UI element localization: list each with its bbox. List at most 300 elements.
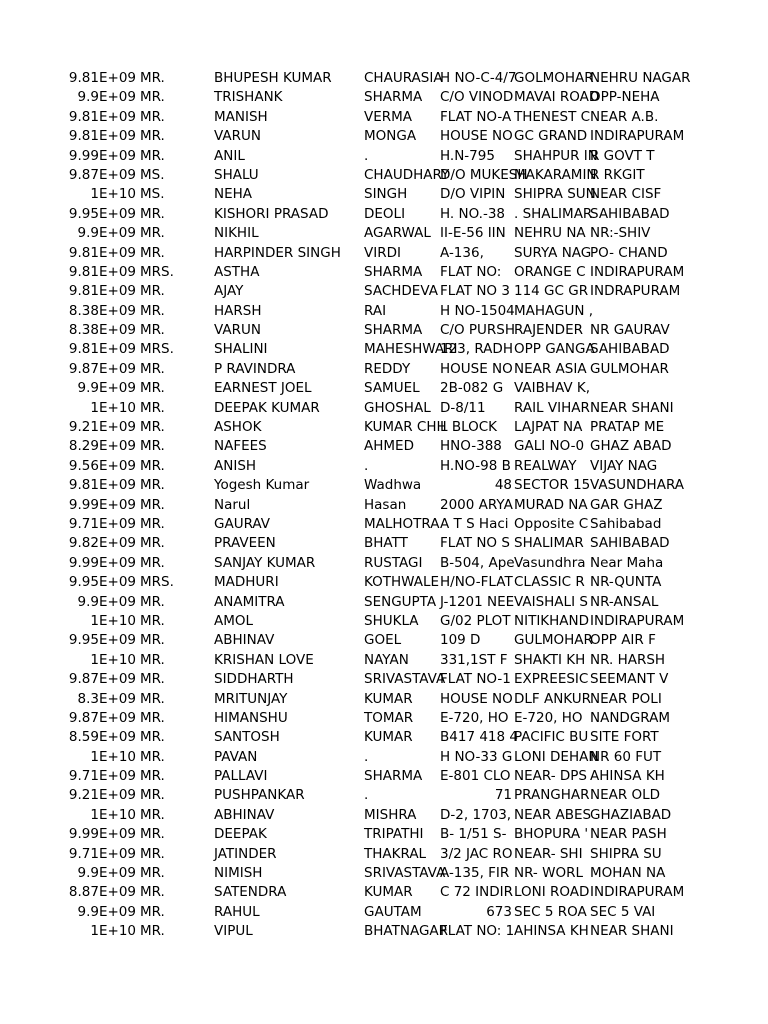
address-line1-cell[interactable]: D/O VIPIN bbox=[440, 186, 506, 203]
address-line3-cell[interactable]: NR 60 FUT bbox=[590, 748, 662, 765]
address-line3-cell[interactable]: INDRAPURAM bbox=[590, 283, 681, 300]
first-name-cell[interactable]: AMOL bbox=[214, 612, 254, 629]
title-cell[interactable]: MR. bbox=[140, 903, 165, 920]
title-cell[interactable]: MR. bbox=[140, 438, 165, 455]
address-line1-cell[interactable]: C 72 INDIR bbox=[440, 884, 514, 901]
phone-cell[interactable]: 9.9E+09 bbox=[77, 89, 136, 106]
phone-cell[interactable]: 9.95E+09 bbox=[68, 574, 136, 591]
last-name-cell[interactable]: SENGUPTA bbox=[364, 593, 437, 610]
phone-cell[interactable]: 9.81E+09 bbox=[68, 108, 136, 125]
last-name-cell[interactable]: . bbox=[364, 748, 369, 765]
first-name-cell[interactable]: SHALINI bbox=[214, 341, 268, 358]
address-line2-cell[interactable]: LONI ROAD bbox=[514, 884, 590, 901]
phone-cell[interactable]: 9.99E+09 bbox=[68, 554, 136, 571]
first-name-cell[interactable]: KISHORI PRASAD bbox=[214, 205, 329, 222]
phone-cell[interactable]: 1E+10 bbox=[90, 923, 136, 940]
address-line3-cell[interactable]: NR-ANSAL bbox=[590, 593, 659, 610]
address-line2-cell[interactable]: DLF ANKUR bbox=[514, 690, 592, 707]
first-name-cell[interactable]: HIMANSHU bbox=[214, 709, 288, 726]
address-line3-cell[interactable]: INDIRAPURAM bbox=[590, 263, 685, 280]
last-name-cell[interactable]: GHOSHAL bbox=[364, 399, 431, 416]
title-cell[interactable]: MR. bbox=[140, 457, 165, 474]
first-name-cell[interactable]: HARSH bbox=[214, 302, 262, 319]
address-line1-cell[interactable]: HOUSE NO bbox=[440, 360, 513, 377]
title-cell[interactable]: MR. bbox=[140, 419, 165, 436]
address-line1-cell[interactable]: 673 bbox=[486, 903, 512, 920]
address-line1-cell[interactable]: H/NO-FLAT bbox=[440, 574, 513, 591]
first-name-cell[interactable]: DEEPAK KUMAR bbox=[214, 399, 320, 416]
address-line2-cell[interactable]: BHOPURA ' bbox=[514, 826, 589, 843]
address-line1-cell[interactable]: A T S Haci bbox=[440, 515, 509, 532]
phone-cell[interactable]: 9.99E+09 bbox=[68, 826, 136, 843]
address-line3-cell[interactable]: NR. HARSH bbox=[590, 651, 666, 668]
phone-cell[interactable]: 1E+10 bbox=[90, 651, 136, 668]
address-line1-cell[interactable]: 2B-082 G bbox=[440, 380, 504, 397]
last-name-cell[interactable]: THAKRAL bbox=[364, 845, 427, 862]
title-cell[interactable]: MR. bbox=[140, 806, 165, 823]
last-name-cell[interactable]: MISHRA bbox=[364, 806, 417, 823]
first-name-cell[interactable]: ANISH bbox=[214, 457, 257, 474]
address-line2-cell[interactable]: SHIPRA SUN bbox=[514, 186, 596, 203]
last-name-cell[interactable]: TOMAR bbox=[364, 709, 414, 726]
address-line1-cell[interactable]: H NO-C-4/7 bbox=[440, 70, 517, 86]
address-line2-cell[interactable]: GC GRAND bbox=[514, 128, 588, 145]
address-line3-cell[interactable]: NEAR A.B. bbox=[590, 108, 659, 125]
address-line2-cell[interactable]: NEHRU NA bbox=[514, 225, 586, 242]
first-name-cell[interactable]: ABHINAV bbox=[214, 632, 275, 649]
address-line1-cell[interactable]: FLAT NO-1 bbox=[440, 671, 511, 688]
address-line1-cell[interactable]: A-136, bbox=[440, 244, 484, 261]
phone-cell[interactable]: 1E+10 bbox=[90, 399, 136, 416]
address-line2-cell[interactable]: NEAR- DPS bbox=[514, 768, 587, 785]
title-cell[interactable]: MR. bbox=[140, 128, 165, 145]
address-line3-cell[interactable]: R RKGIT bbox=[590, 166, 645, 183]
phone-cell[interactable]: 9.81E+09 bbox=[68, 477, 136, 494]
title-cell[interactable]: MR. bbox=[140, 496, 165, 513]
first-name-cell[interactable]: ABHINAV bbox=[214, 806, 275, 823]
last-name-cell[interactable]: SRIVASTAVA bbox=[364, 865, 446, 882]
title-cell[interactable]: MR. bbox=[140, 108, 165, 125]
title-cell[interactable]: MR. bbox=[140, 477, 165, 494]
last-name-cell[interactable]: SHARMA bbox=[364, 263, 423, 280]
last-name-cell[interactable]: SHARMA bbox=[364, 89, 423, 106]
first-name-cell[interactable]: PRAVEEN bbox=[214, 535, 276, 552]
phone-cell[interactable]: 8.29E+09 bbox=[68, 438, 136, 455]
address-line3-cell[interactable]: SAHIBABAD bbox=[590, 535, 670, 552]
phone-cell[interactable]: 9.81E+09 bbox=[68, 128, 136, 145]
phone-cell[interactable]: 9.56E+09 bbox=[68, 457, 136, 474]
address-line2-cell[interactable]: MURAD NA bbox=[514, 496, 588, 513]
address-line2-cell[interactable]: LONI DEHAN bbox=[514, 748, 599, 765]
address-line2-cell[interactable]: AHINSA KH bbox=[514, 923, 589, 940]
last-name-cell[interactable]: CHAUDHARY bbox=[364, 166, 450, 183]
last-name-cell[interactable]: SHARMA bbox=[364, 768, 423, 785]
address-line1-cell[interactable]: HNO-388 bbox=[440, 438, 502, 455]
address-line1-cell[interactable]: FLAT NO 3 bbox=[440, 283, 510, 300]
last-name-cell[interactable]: TRIPATHI bbox=[364, 826, 424, 843]
first-name-cell[interactable]: VARUN bbox=[214, 128, 261, 145]
address-line3-cell[interactable]: NANDGRAM bbox=[590, 709, 671, 726]
address-line3-cell[interactable]: NEHRU NAGAR bbox=[590, 70, 691, 86]
title-cell[interactable]: MR. bbox=[140, 515, 165, 532]
address-line3-cell[interactable]: NEAR SHANI bbox=[590, 399, 674, 416]
address-line1-cell[interactable]: HOUSE NO bbox=[440, 128, 513, 145]
address-line3-cell[interactable]: PO- CHAND bbox=[590, 244, 668, 261]
first-name-cell[interactable]: NAFEES bbox=[214, 438, 267, 455]
address-line1-cell[interactable]: FLAT NO-A bbox=[440, 108, 512, 125]
last-name-cell[interactable]: KUMAR bbox=[364, 884, 413, 901]
title-cell[interactable]: MR. bbox=[140, 302, 165, 319]
address-line2-cell[interactable]: CLASSIC R bbox=[514, 574, 585, 591]
address-line3-cell[interactable]: GAR GHAZ bbox=[590, 496, 663, 513]
title-cell[interactable]: MRS. bbox=[140, 263, 174, 280]
title-cell[interactable]: MR. bbox=[140, 612, 165, 629]
address-line3-cell[interactable]: MOHAN NA bbox=[590, 865, 666, 882]
last-name-cell[interactable]: SHARMA bbox=[364, 322, 423, 339]
phone-cell[interactable]: 8.38E+09 bbox=[68, 322, 136, 339]
last-name-cell[interactable]: CHAURASIA bbox=[364, 70, 443, 86]
title-cell[interactable]: MR. bbox=[140, 535, 165, 552]
first-name-cell[interactable]: SIDDHARTH bbox=[214, 671, 294, 688]
phone-cell[interactable]: 9.87E+09 bbox=[68, 360, 136, 377]
last-name-cell[interactable]: KUMAR CHH bbox=[364, 419, 447, 436]
title-cell[interactable]: MR. bbox=[140, 70, 165, 86]
address-line2-cell[interactable]: NITIKHAND bbox=[514, 612, 590, 629]
address-line2-cell[interactable]: REALWAY bbox=[514, 457, 577, 474]
first-name-cell[interactable]: TRISHANK bbox=[214, 89, 283, 106]
address-line1-cell[interactable]: 331,1ST F bbox=[440, 651, 508, 668]
last-name-cell[interactable]: SHUKLA bbox=[364, 612, 419, 629]
last-name-cell[interactable]: BHATNAGAR bbox=[364, 923, 449, 940]
first-name-cell[interactable]: JATINDER bbox=[214, 845, 277, 862]
phone-cell[interactable]: 9.81E+09 bbox=[68, 263, 136, 280]
address-line1-cell[interactable]: B- 1/51 S- bbox=[440, 826, 507, 843]
phone-cell[interactable]: 9.87E+09 bbox=[68, 671, 136, 688]
address-line2-cell[interactable]: NEAR ABES bbox=[514, 806, 592, 823]
title-cell[interactable]: MR. bbox=[140, 884, 165, 901]
title-cell[interactable]: MR. bbox=[140, 380, 165, 397]
address-line3-cell[interactable]: SEEMANT V bbox=[590, 671, 669, 688]
last-name-cell[interactable]: VERMA bbox=[364, 108, 413, 125]
address-line3-cell[interactable]: INDIRAPURAM bbox=[590, 612, 685, 629]
address-line2-cell[interactable]: Opposite C bbox=[514, 515, 589, 532]
address-line3-cell[interactable]: SITE FORT bbox=[590, 729, 659, 746]
phone-cell[interactable]: 9.9E+09 bbox=[77, 903, 136, 920]
first-name-cell[interactable]: SANTOSH bbox=[214, 729, 280, 746]
first-name-cell[interactable]: PAVAN bbox=[214, 748, 258, 765]
last-name-cell[interactable]: GOEL bbox=[364, 632, 402, 649]
title-cell[interactable]: MR. bbox=[140, 283, 165, 300]
last-name-cell[interactable]: Hasan bbox=[364, 496, 407, 513]
address-line1-cell[interactable]: C/O VINOD bbox=[440, 89, 514, 106]
address-line2-cell[interactable]: SEC 5 ROA bbox=[514, 903, 587, 920]
title-cell[interactable]: MR. bbox=[140, 651, 165, 668]
first-name-cell[interactable]: KRISHAN LOVE bbox=[214, 651, 314, 668]
address-line3-cell[interactable]: SHIPRA SU bbox=[590, 845, 662, 862]
first-name-cell[interactable]: SATENDRA bbox=[214, 884, 287, 901]
address-line2-cell[interactable]: SHAKTI KH bbox=[514, 651, 586, 668]
title-cell[interactable]: MR. bbox=[140, 593, 165, 610]
last-name-cell[interactable]: MONGA bbox=[364, 128, 417, 145]
address-line1-cell[interactable]: L BLOCK bbox=[440, 419, 498, 436]
address-line1-cell[interactable]: C/O PURSH bbox=[440, 322, 516, 339]
phone-cell[interactable]: 9.99E+09 bbox=[68, 496, 136, 513]
address-line1-cell[interactable]: 2000 ARYA bbox=[440, 496, 513, 513]
phone-cell[interactable]: 1E+10 bbox=[90, 612, 136, 629]
phone-cell[interactable]: 9.21E+09 bbox=[68, 787, 136, 804]
address-line1-cell[interactable]: FLAT NO S bbox=[440, 535, 510, 552]
first-name-cell[interactable]: HARPINDER SINGH bbox=[214, 244, 341, 261]
last-name-cell[interactable]: KOTHWALE bbox=[364, 574, 440, 591]
address-line2-cell[interactable]: GALI NO-0 bbox=[514, 438, 585, 455]
last-name-cell[interactable]: . bbox=[364, 147, 369, 164]
title-cell[interactable]: MR. bbox=[140, 632, 165, 649]
title-cell[interactable]: MR. bbox=[140, 768, 165, 785]
title-cell[interactable]: MRS. bbox=[140, 574, 174, 591]
address-line3-cell[interactable] bbox=[590, 302, 663, 321]
address-line2-cell[interactable]: SHALIMAR bbox=[514, 535, 584, 552]
address-line3-cell[interactable]: VASUNDHARA bbox=[590, 477, 685, 494]
address-line1-cell[interactable]: II-E-56 IIN bbox=[440, 225, 506, 242]
address-line3-cell[interactable]: SEC 5 VAI bbox=[590, 903, 656, 920]
phone-cell[interactable]: 9.21E+09 bbox=[68, 419, 136, 436]
address-line1-cell[interactable]: H NO-33 G bbox=[440, 748, 513, 765]
address-line3-cell[interactable]: GULMOHAR bbox=[590, 360, 669, 377]
title-cell[interactable]: MR. bbox=[140, 399, 165, 416]
phone-cell[interactable]: 9.87E+09 bbox=[68, 166, 136, 183]
phone-cell[interactable]: 9.9E+09 bbox=[77, 380, 136, 397]
first-name-cell[interactable]: PALLAVI bbox=[214, 768, 268, 785]
title-cell[interactable]: MR. bbox=[140, 89, 165, 106]
first-name-cell[interactable]: ANIL bbox=[214, 147, 245, 164]
last-name-cell[interactable]: Wadhwa bbox=[364, 477, 422, 494]
address-line3-cell[interactable]: NR-QUNTA bbox=[590, 574, 662, 591]
phone-cell[interactable]: 9.9E+09 bbox=[77, 593, 136, 610]
title-cell[interactable]: MR. bbox=[140, 554, 165, 571]
phone-cell[interactable]: 8.38E+09 bbox=[68, 302, 136, 319]
last-name-cell[interactable]: VIRDI bbox=[364, 244, 401, 261]
address-line1-cell[interactable]: FLAT NO: bbox=[440, 263, 502, 280]
first-name-cell[interactable]: BHUPESH KUMAR bbox=[214, 70, 332, 86]
first-name-cell[interactable]: P RAVINDRA bbox=[214, 360, 296, 377]
address-line1-cell[interactable]: FLAT NO: 1 bbox=[440, 923, 515, 940]
address-line1-cell[interactable]: 109 D bbox=[440, 632, 481, 649]
address-line2-cell[interactable]: RAJENDER bbox=[514, 322, 583, 339]
first-name-cell[interactable]: GAURAV bbox=[214, 515, 271, 532]
address-line1-cell[interactable]: E-801 CLO bbox=[440, 768, 511, 785]
last-name-cell[interactable]: MAHESHWARI bbox=[364, 341, 458, 358]
address-line2-cell[interactable]: THENEST C bbox=[514, 108, 591, 125]
address-line2-cell[interactable]: . SHALIMAR bbox=[514, 205, 593, 222]
title-cell[interactable]: MS. bbox=[140, 166, 165, 183]
address-line1-cell[interactable]: H.N-795 bbox=[440, 147, 495, 164]
address-line2-cell[interactable]: 114 GC GR bbox=[514, 283, 589, 300]
first-name-cell[interactable]: VARUN bbox=[214, 322, 261, 339]
phone-cell[interactable]: 9.95E+09 bbox=[68, 632, 136, 649]
address-line3-cell[interactable]: SAHIBABAD bbox=[590, 205, 670, 222]
phone-cell[interactable]: 9.9E+09 bbox=[77, 865, 136, 882]
phone-cell[interactable]: 9.81E+09 bbox=[68, 70, 136, 86]
first-name-cell[interactable]: MRITUNJAY bbox=[214, 690, 288, 707]
last-name-cell[interactable]: MALHOTRA bbox=[364, 515, 440, 532]
address-line2-cell[interactable]: GULMOHAR bbox=[514, 632, 593, 649]
address-line3-cell[interactable]: NEAR SHANI bbox=[590, 923, 674, 940]
phone-cell[interactable]: 9.71E+09 bbox=[68, 515, 136, 532]
address-line1-cell[interactable]: A-135, FIR bbox=[440, 865, 510, 882]
phone-cell[interactable]: 9.99E+09 bbox=[68, 147, 136, 164]
title-cell[interactable]: MR. bbox=[140, 787, 165, 804]
first-name-cell[interactable]: Yogesh Kumar bbox=[214, 477, 310, 494]
title-cell[interactable]: MR. bbox=[140, 845, 165, 862]
address-line3-cell[interactable]: INDIRAPURAM bbox=[590, 884, 685, 901]
address-line2-cell[interactable]: MAVAI ROAD bbox=[514, 89, 600, 106]
address-line2-cell[interactable]: ORANGE C bbox=[514, 263, 586, 280]
phone-cell[interactable]: 1E+10 bbox=[90, 748, 136, 765]
address-line3-cell[interactable]: SAHIBABAD bbox=[590, 341, 670, 358]
address-line3-cell[interactable]: R GOVT T bbox=[590, 147, 655, 164]
last-name-cell[interactable]: . bbox=[364, 457, 369, 474]
title-cell[interactable]: MR. bbox=[140, 729, 165, 746]
address-line3-cell[interactable]: OPP AIR F bbox=[590, 632, 656, 649]
address-line3-cell[interactable]: PRATAP ME bbox=[590, 419, 665, 436]
title-cell[interactable]: MR. bbox=[140, 322, 165, 339]
first-name-cell[interactable]: VIPUL bbox=[214, 923, 253, 940]
phone-cell[interactable]: 9.81E+09 bbox=[68, 244, 136, 261]
address-line2-cell[interactable]: E-720, HO bbox=[514, 709, 583, 726]
address-line3-cell[interactable]: INDIRAPURAM bbox=[590, 128, 685, 145]
address-line2-cell[interactable]: Vasundhra bbox=[514, 554, 586, 571]
address-line3-cell[interactable]: Sahibabad bbox=[590, 515, 662, 532]
address-line1-cell[interactable]: J-1201 NEE bbox=[440, 593, 515, 610]
title-cell[interactable]: MR. bbox=[140, 690, 165, 707]
address-line2-cell[interactable]: MAKARAMIN bbox=[514, 166, 597, 183]
address-line1-cell[interactable]: D-2, 1703, bbox=[440, 806, 512, 823]
address-line2-cell[interactable]: VAISHALI S bbox=[514, 593, 588, 610]
last-name-cell[interactable]: . bbox=[364, 787, 369, 804]
address-line1-cell[interactable]: D-8/11 bbox=[440, 399, 486, 416]
address-line1-cell[interactable]: 3/2 JAC RO bbox=[440, 845, 513, 862]
address-line3-cell[interactable]: GHAZ ABAD bbox=[590, 438, 672, 455]
address-line3-cell[interactable]: NEAR CISF bbox=[590, 186, 662, 203]
first-name-cell[interactable]: AJAY bbox=[214, 283, 244, 300]
first-name-cell[interactable]: Narul bbox=[214, 496, 251, 513]
address-line3-cell[interactable]: NR GAURAV bbox=[590, 322, 670, 339]
address-line1-cell[interactable]: 48 bbox=[494, 477, 512, 494]
address-line2-cell[interactable]: NEAR- SHI bbox=[514, 845, 583, 862]
address-line2-cell[interactable]: MAHAGUN , bbox=[514, 302, 594, 319]
first-name-cell[interactable]: RAHUL bbox=[214, 903, 260, 920]
phone-cell[interactable]: 1E+10 bbox=[90, 186, 136, 203]
address-line3-cell[interactable]: NR:-SHIV bbox=[590, 225, 651, 242]
first-name-cell[interactable]: PUSHPANKAR bbox=[214, 787, 305, 804]
address-line2-cell[interactable]: PRANGHAR bbox=[514, 787, 590, 804]
phone-cell[interactable]: 8.3E+09 bbox=[77, 690, 136, 707]
address-line2-cell[interactable]: PACIFIC BU bbox=[514, 729, 589, 746]
address-line1-cell[interactable]: D/O MUKESH bbox=[440, 166, 528, 183]
last-name-cell[interactable]: BHATT bbox=[364, 535, 408, 552]
phone-cell[interactable]: 8.87E+09 bbox=[68, 884, 136, 901]
last-name-cell[interactable]: NAYAN bbox=[364, 651, 409, 668]
first-name-cell[interactable]: NIMISH bbox=[214, 865, 263, 882]
first-name-cell[interactable]: ASTHA bbox=[214, 263, 260, 280]
address-line1-cell[interactable]: H. NO.-38 bbox=[440, 205, 506, 222]
first-name-cell[interactable]: SANJAY KUMAR bbox=[214, 554, 316, 571]
title-cell[interactable]: MR. bbox=[140, 748, 165, 765]
address-line1-cell[interactable]: HOUSE NO bbox=[440, 690, 513, 707]
address-line3-cell[interactable]: NEAR POLI bbox=[590, 690, 662, 707]
address-line2-cell[interactable]: SHAHPUR IN bbox=[514, 147, 598, 164]
address-line3-cell[interactable]: GHAZIABAD bbox=[590, 806, 672, 823]
address-line3-cell[interactable]: OPP-NEHA bbox=[590, 89, 660, 106]
address-line1-cell[interactable]: B-504, Ape bbox=[440, 554, 515, 571]
address-line2-cell[interactable]: LAJPAT NA bbox=[514, 419, 583, 436]
address-line2-cell[interactable]: EXPREESIC bbox=[514, 671, 589, 688]
title-cell[interactable]: MR. bbox=[140, 205, 165, 222]
address-line1-cell[interactable]: B417 418 4 bbox=[440, 729, 518, 746]
address-line1-cell[interactable]: H NO-1504 bbox=[440, 302, 515, 319]
phone-cell[interactable]: 9.71E+09 bbox=[68, 845, 136, 862]
first-name-cell[interactable]: NEHA bbox=[214, 186, 253, 203]
address-line1-cell[interactable]: 71 bbox=[494, 787, 512, 804]
last-name-cell[interactable]: KUMAR bbox=[364, 690, 413, 707]
address-line2-cell[interactable]: OPP GANGA bbox=[514, 341, 595, 358]
last-name-cell[interactable]: AGARWAL bbox=[364, 225, 431, 242]
address-line1-cell[interactable]: E-720, HO bbox=[440, 709, 509, 726]
address-line3-cell[interactable]: Near Maha bbox=[590, 554, 664, 571]
phone-cell[interactable]: 9.81E+09 bbox=[68, 341, 136, 358]
address-line2-cell[interactable]: RAIL VIHAR bbox=[514, 399, 590, 416]
address-line2-cell[interactable]: SURYA NAG bbox=[514, 244, 592, 261]
first-name-cell[interactable]: ASHOK bbox=[214, 419, 262, 436]
address-line2-cell[interactable]: NR- WORL bbox=[514, 865, 583, 882]
phone-cell[interactable]: 8.59E+09 bbox=[68, 729, 136, 746]
last-name-cell[interactable]: RUSTAGI bbox=[364, 554, 423, 571]
phone-cell[interactable]: 9.95E+09 bbox=[68, 205, 136, 222]
title-cell[interactable]: MR. bbox=[140, 225, 165, 242]
first-name-cell[interactable]: MANISH bbox=[214, 108, 268, 125]
title-cell[interactable]: MS. bbox=[140, 186, 165, 203]
last-name-cell[interactable]: SINGH bbox=[364, 186, 408, 203]
first-name-cell[interactable]: DEEPAK bbox=[214, 826, 267, 843]
title-cell[interactable]: MRS. bbox=[140, 341, 174, 358]
address-line2-cell[interactable]: GOLMOHAR bbox=[514, 70, 594, 86]
title-cell[interactable]: MR. bbox=[140, 923, 165, 940]
title-cell[interactable]: MR. bbox=[140, 709, 165, 726]
address-line1-cell[interactable]: G/02 PLOT bbox=[440, 612, 511, 629]
first-name-cell[interactable]: EARNEST JOEL bbox=[214, 380, 312, 397]
last-name-cell[interactable]: REDDY bbox=[364, 360, 411, 377]
title-cell[interactable]: MR. bbox=[140, 360, 165, 377]
address-line3-cell[interactable]: NEAR PASH bbox=[590, 826, 667, 843]
address-line3-cell[interactable]: VIJAY NAG bbox=[590, 457, 658, 474]
address-line1-cell[interactable]: H.NO-98 B bbox=[440, 457, 511, 474]
phone-cell[interactable]: 9.9E+09 bbox=[77, 225, 136, 242]
address-line3-cell[interactable]: AHINSA KH bbox=[590, 768, 665, 785]
phone-cell[interactable]: 9.82E+09 bbox=[68, 535, 136, 552]
phone-cell[interactable]: 1E+10 bbox=[90, 806, 136, 823]
last-name-cell[interactable]: SACHDEVA bbox=[364, 283, 438, 300]
address-line2-cell[interactable]: VAIBHAV K, bbox=[514, 380, 591, 397]
phone-cell[interactable]: 9.71E+09 bbox=[68, 768, 136, 785]
last-name-cell[interactable]: DEOLI bbox=[364, 205, 406, 222]
last-name-cell[interactable]: RAI bbox=[364, 302, 387, 319]
first-name-cell[interactable]: SHALU bbox=[214, 166, 259, 183]
first-name-cell[interactable]: NIKHIL bbox=[214, 225, 259, 242]
last-name-cell[interactable]: AHMED bbox=[364, 438, 414, 455]
title-cell[interactable]: MR. bbox=[140, 865, 165, 882]
last-name-cell[interactable]: SRIVASTAVA bbox=[364, 671, 446, 688]
title-cell[interactable]: MR. bbox=[140, 671, 165, 688]
